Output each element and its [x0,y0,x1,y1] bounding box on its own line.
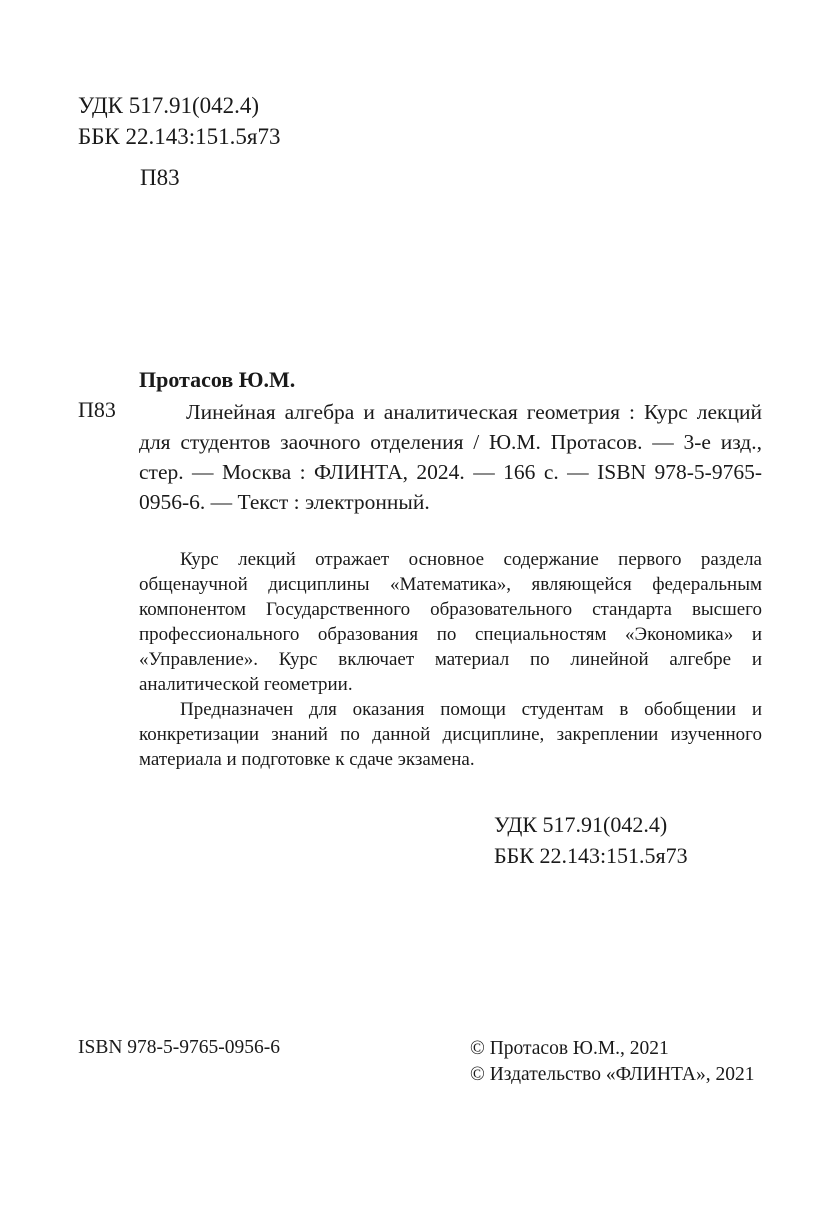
record-cutter-code: П83 [78,397,116,422]
annotation-paragraph: Предназначен для оказания помощи студентам в обобщении и конкретизации знаний по данной дисциплине, закреплении изученного материала и подготовке к сдаче экзамена. [139,699,762,770]
bibliographic-description [139,397,762,517]
udk-code: УДК 517.91(042.4) [494,812,668,837]
copyright-author: © Протасов Ю.М., 2021 [470,1038,669,1059]
bbk-code: ББК 22.143:151.5я73 [494,843,688,868]
udk-code: УДК 517.91(042.4) [78,93,260,118]
author-heading: Протасов Ю.М. [139,367,296,392]
classification-codes-bottom [494,809,688,871]
copyright-block [470,1036,754,1088]
author-cutter-code: П83 [140,165,180,190]
bbk-code: ББК 22.143:151.5я73 [78,124,281,149]
bibliographic-text: Линейная алгебра и аналитическая геометрия : Курс лекций для студентов заочного отделения / Ю.М. Протасов. — 3-е изд., стер. — Москва : ФЛИНТА, 2024. — 166 с. — ISBN 978-5-9765-0956-6. — Текст : электронный. [139,400,762,514]
annotation [139,547,762,772]
classification-codes-top [78,90,280,152]
annotation-paragraph: Курс лекций отражает основное содержание первого раздела общенаучной дисциплины «Математика», являющейся федеральным компонентом Государственного образовательного стандарта высшего профессионального образования по специальностям «Экономика» и «Управление». Курс включает материал по линейной алгебре и аналитической геометрии. [139,549,762,695]
copyright-publisher: © Издательство «ФЛИНТА», 2021 [470,1064,755,1085]
isbn: ISBN 978-5-9765-0956-6 [78,1037,281,1058]
